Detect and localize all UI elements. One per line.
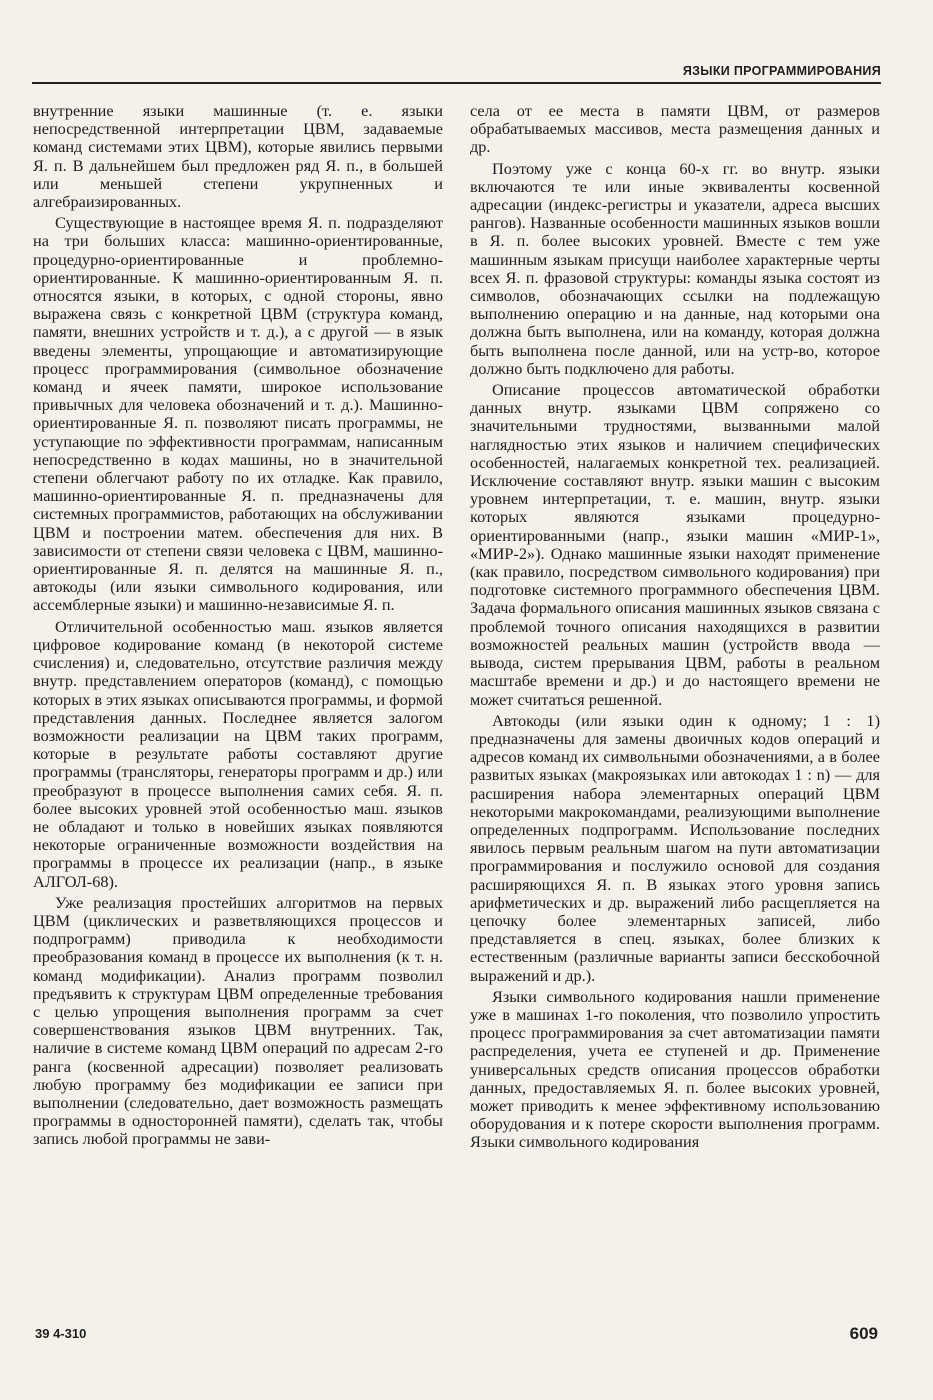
paragraph: Описание процессов автоматической обработки данных внутр. языками ЦВМ сопряжено со значительными трудностями, вызванными малой наглядностью этих языков и наличием специфических особенностей, налагаемых конкретной тех. реализацией. Исключение составляют внутр. языки машин с высоким уровнем интерпретации, т. е. машин, внутр. языки которых являются языками процедурно-ориентированными (напр., языки машин «МИР-1», «МИР-2»). Однако машинные языки находят применение (как правило, посредством символьного кодирования) при подготовке системного программного обеспечения ЦВМ. Задача формального описания машинных языков связана с проблемой точного описания находящихся в развитии возможностей реальных машин (устройств ввода — вывода, систем прерывания ЦВМ, работы в реальном масштабе времени и др.) и до настоящего времени не может считаться решенной.	[470, 380, 880, 709]
page-number: 609	[849, 1324, 878, 1343]
paragraph: села от ее места в памяти ЦВМ, от размеров обрабатываемых массивов, места размещения данных и др.	[470, 102, 880, 157]
paragraph: Существующие в настоящее время Я. п. подразделяют на три больших класса: машинно-ориентированные, процедурно-ориентированные и проблемно-ориентированные. К машинно-ориентированным Я. п. относятся языки, в которых, с одной стороны, явно выражена связь с конкретной ЦВМ (структура команд, памяти, внешних устройств и т. д.), а с другой — в язык введены элементы, упрощающие и автоматизирующие процесс программирования (символьное обозначение команд и ячеек памяти, широкое использование привычных для человека обозначений и т. д.). Машинно-ориентированные Я. п. позволяют писать программы, не уступающие по эффективности программам, написанным непосредственно в кодах машины, но в значительной степени облегчают работу по их отладке. Как правило, машинно-ориентированные Я. п. предназначены для системных программистов, работающих на обслуживании ЦВМ и построении матем. обеспечения для них. В зависимости от степени связи человека с ЦВМ, машинно-ориентированные Я. п. делятся на машинные Я. п., автокоды (или языки символьного кодирования, или ассемблерные языки) и машинно-независимые Я. п.	[33, 213, 443, 615]
paragraph: внутренние языки машинные (т. е. языки непосредственной интерпретации ЦВМ, задаваемые команд системами этих ЦВМ), которые явились первыми Я. п. В дальнейшем был предложен ряд Я. п., в большей или меньшей степени укрупненных и алгебраизированных.	[33, 102, 443, 212]
paragraph: Автокоды (или языки один к одному; 1 : 1) предназначены для замены двоичных кодов операций и адресов команд их символьными обозначениями, а в более развитых языках (макроязыках или автокодах 1 : n) — для расширения набора элементарных операций ЦВМ некоторыми макрокомандами, реализующими выполнение определенных подпрограмм. Использование последних явилось первым реальным шагом на пути автоматизации программирования и послужило основой для создания расширяющихся Я. п. В языках этого уровня запись арифметических и др. выражений либо расщепляется на цепочку более элементарных записей, либо представляется в спец. языках, более близких к естественным (различные варианты записи бесскобочной выражений и др.).	[470, 710, 880, 985]
left-column	[33, 102, 443, 1302]
paragraph: Поэтому уже с конца 60-х гг. во внутр. языки включаются те или иные эквиваленты косвенной адресации (индекс-регистры и указатели, адреса высших рангов). Названные особенности машинных языков вошли в Я. п. более высоких уровней. Вместе с тем уже машинным языкам присущи наиболее характерные черты всех Я. п. фразовой структуры: команды языка состоят из символов, обозначающих ссылки на подлежащую выполнению операцию и на данные, над которыми она должна быть выполнена, или на команду, которая должна быть выполнена после данной, или на устр-во, которое должно быть подключено для работы.	[470, 158, 880, 378]
right-column	[470, 102, 880, 1302]
signature-mark: 39 4-310	[35, 1326, 87, 1341]
running-header-title: ЯЗЫКИ ПРОГРАММИРОВАНИЯ	[682, 64, 881, 78]
paragraph: Языки символьного кодирования нашли применение уже в машинах 1-го поколения, что позволило упростить процесс программирования за счет автоматизации памяти распределения, учета ее ступеней и др. Применение универсальных средств описания процессов обработки данных, предоставляемых Я. п. более высоких уровней, может приводить к менее эффективному использованию оборудования и к потере скорости выполнения программ. Языки символьного кодирования	[470, 986, 880, 1152]
paragraph: Отличительной особенностью маш. языков является цифровое кодирование команд (в некоторой системе счисления) и, следовательно, отсутствие различия между внутр. представлением операторов (команд), с помощью которых в этих языках описываются программы, и формой представления данных. Последнее является залогом возможности реализации на ЦВМ таких программ, которые в результате работы составляют другие программы (трансляторы, генераторы программ и др.) или преобразуют в процессе выполнения самих себя. Я. п. более высоких уровней этой особенностью маш. языков не обладают и только в новейших языках появляются некоторые ограниченные возможности воздействия на программы в процессе их реализации (напр., в языке АЛГОЛ-68).	[33, 616, 443, 891]
running-header	[32, 64, 881, 84]
paragraph: Уже реализация простейших алгоритмов на первых ЦВМ (циклических и разветвляющихся процессов и подпрограмм) приводила к необходимости преобразования команд в процессе их выполнения (к т. н. команд модификации). Анализ программ позволил предъявить к структурам ЦВМ определенные требования с целью упрощения выполнения программ за счет совершенствования языков ЦВМ внутренних. Так, наличие в системе команд ЦВМ операций по адресам 2-го ранга (косвенной адресации) позволяет реализовать любую программу без модификации ее записи при выполнении (следовательно, дает возможность размещать программы в односторонней памяти), сделать так, чтобы запись любой программы не зави-	[33, 892, 443, 1149]
